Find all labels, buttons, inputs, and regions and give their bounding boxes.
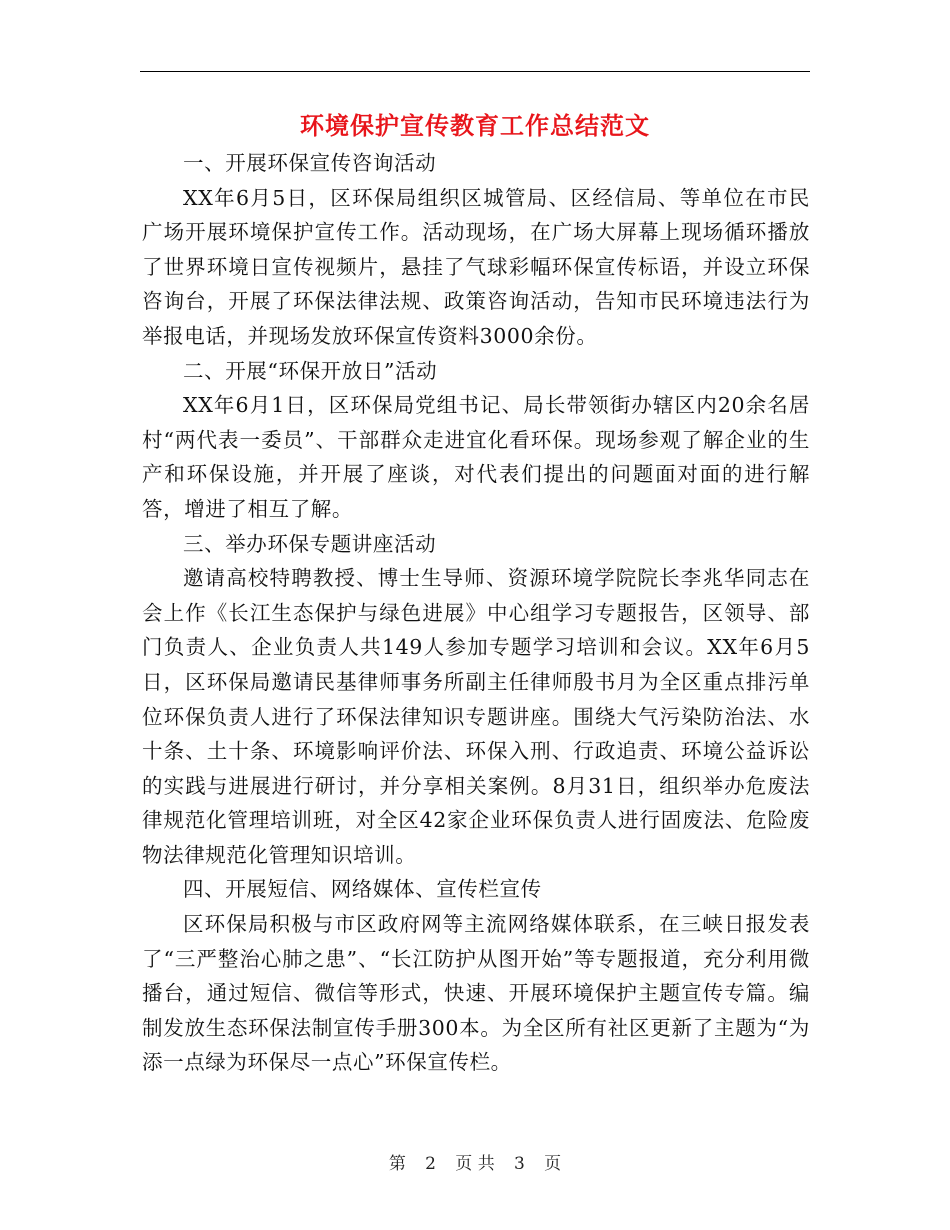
section-heading-4: 四、开展短信、网络媒体、宣传栏宣传 bbox=[183, 877, 542, 902]
section-paragraph-3: 邀请高校特聘教授、博士生导师、资源环境学院院长李兆华同志在会上作《长江生态保护与绿色进展》中心组学习专题报告，区领导、部门负责人、企业负责人共149人参加专题学习培训和会议。XX年6月5日，区环保局邀请民基律师事务所副主任律师殷书月为全区重点排污单位环保负责人进行了环保法律知识专题讲座。围绕大气污染防治法、水十条、土十条、环境影响评价法、环保入刑、行政追责、环境公益诉讼的实践与进展进行研讨，并分享相关案例。8月31日，组织举办危废法律规范化管理培训班，对全区42家企业环保负责人进行固废法、危险废物法律规范化管理知识培训。 bbox=[142, 566, 810, 867]
page-footer bbox=[0, 1152, 950, 1176]
section-heading-2: 二、开展“环保开放日”活动 bbox=[183, 358, 438, 383]
section-paragraph-4: 区环保局积极与市区政府网等主流网络媒体联系，在三峡日报发表了“三严整治心肺之患”、“长江防护从图开始”等专题报道，充分利用微播台，通过短信、微信等形式，快速、开展环境保护主题宣传专篇。编制发放生态环保法制宣传手册300本。为全区所有社区更新了主题为“为添一点绿为环保尽一点心”环保宣传栏。 bbox=[142, 912, 810, 1075]
document-title: 环境保护宣传教育工作总结范文 bbox=[300, 111, 650, 140]
section-heading-3: 三、举办环保专题讲座活动 bbox=[183, 531, 437, 556]
header-rule bbox=[140, 71, 810, 72]
footer-total-pages: 3 bbox=[514, 1154, 525, 1174]
footer-middle: 页 共 bbox=[455, 1154, 495, 1174]
section-paragraph-2: XX年6月1日，区环保局党组书记、局长带领街办辖区内20余名居村“两代表一委员”、干部群众走进宜化看环保。现场参观了解企业的生产和环保设施，并开展了座谈，对代表们提出的问题面对面的进行解答，增进了相互了解。 bbox=[142, 393, 810, 521]
footer-suffix: 页 bbox=[544, 1154, 562, 1174]
section-heading-1: 一、开展环保宣传咨询活动 bbox=[183, 151, 437, 175]
footer-page-number: 2 bbox=[425, 1154, 436, 1174]
document-body bbox=[142, 146, 810, 1080]
footer-prefix: 第 bbox=[388, 1154, 406, 1174]
section-paragraph-1: XX年6月5日，区环保局组织区城管局、区经信局、等单位在市民广场开展环境保护宣传工作。活动现场，在广场大屏幕上现场循环播放了世界环境日宣传视频片，悬挂了气球彩幅环保宣传标语，并设立环保咨询台，开展了环保法律法规、政策咨询活动，告知市民环境违法行为举报电话，并现场发放环保宣传资料3000余份。 bbox=[142, 185, 810, 348]
